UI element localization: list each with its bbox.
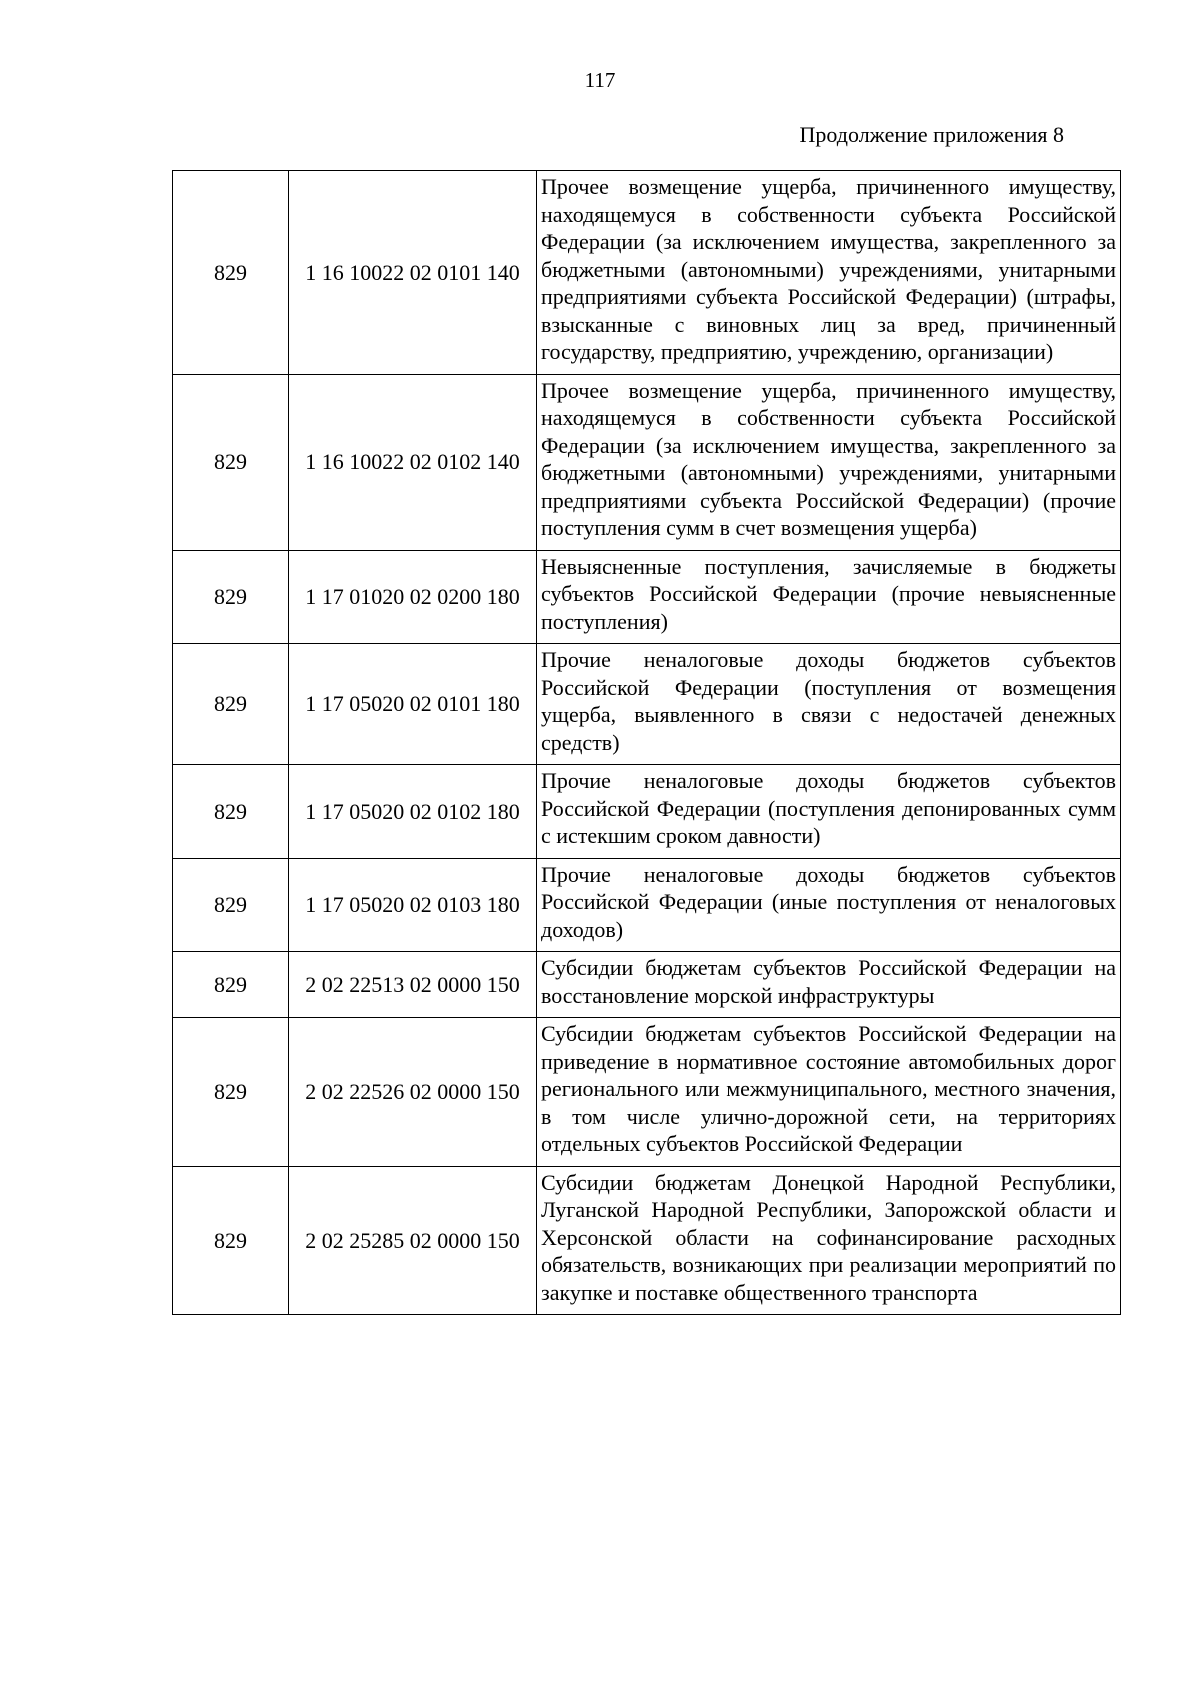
income-name-cell: Субсидии бюджетам субъектов Российской Федерации на приведение в нормативное состояние автомобильных дорог регионального или межмуниципального, местного значения, в том числе улично-дорожной сети, на территориях отдельных субъектов Российской Федерации: [537, 1018, 1121, 1167]
budget-classification-table: [172, 170, 1121, 1315]
table-row: [173, 374, 1121, 550]
table-row: [173, 171, 1121, 375]
budget-code-cell: 2 02 22513 02 0000 150: [289, 952, 537, 1018]
budget-code-cell: 1 16 10022 02 0101 140: [289, 171, 537, 375]
admin-code-cell: 829: [173, 858, 289, 952]
table-row: [173, 858, 1121, 952]
income-name-cell: Прочие неналоговые доходы бюджетов субъектов Российской Федерации (поступления депонированных сумм с истекшим сроком давности): [537, 765, 1121, 859]
admin-code-cell: 829: [173, 374, 289, 550]
admin-code-cell: 829: [173, 644, 289, 765]
budget-code-cell: 1 17 05020 02 0102 180: [289, 765, 537, 859]
admin-code-cell: 829: [173, 550, 289, 644]
admin-code-cell: 829: [173, 765, 289, 859]
budget-code-cell: 2 02 25285 02 0000 150: [289, 1166, 537, 1315]
income-name-cell: Субсидии бюджетам субъектов Российской Федерации на восстановление морской инфраструктуры: [537, 952, 1121, 1018]
admin-code-cell: 829: [173, 1166, 289, 1315]
page-number: 117: [584, 68, 616, 92]
budget-code-cell: 2 02 22526 02 0000 150: [289, 1018, 537, 1167]
table-row: [173, 1018, 1121, 1167]
table-row: [173, 550, 1121, 644]
income-name-cell: Субсидии бюджетам Донецкой Народной Республики, Луганской Народной Республики, Запорожской области и Херсонской области на софинансирование расходных обязательств, возникающих при реализации мероприятий по закупке и поставке общественного транспорта: [537, 1166, 1121, 1315]
budget-code-cell: 1 17 01020 02 0200 180: [289, 550, 537, 644]
admin-code-cell: 829: [173, 1018, 289, 1167]
admin-code-cell: 829: [173, 952, 289, 1018]
income-name-cell: Прочее возмещение ущерба, причиненного имуществу, находящемуся в собственности субъекта Российской Федерации (за исключением имущества, закрепленного за бюджетными (автономными) учреждениями, унитарными предприятиями субъекта Российской Федерации) (прочие поступления сумм в счет возмещения ущерба): [537, 374, 1121, 550]
admin-code-cell: 829: [173, 171, 289, 375]
budget-code-cell: 1 16 10022 02 0102 140: [289, 374, 537, 550]
income-name-cell: Невыясненные поступления, зачисляемые в бюджеты субъектов Российской Федерации (прочие невыясненные поступления): [537, 550, 1121, 644]
income-name-cell: Прочие неналоговые доходы бюджетов субъектов Российской Федерации (иные поступления от неналоговых доходов): [537, 858, 1121, 952]
appendix-continuation-label: Продолжение приложения 8: [799, 122, 1064, 147]
table-row: [173, 644, 1121, 765]
income-name-cell: Прочее возмещение ущерба, причиненного имуществу, находящемуся в собственности субъекта Российской Федерации (за исключением имущества, закрепленного за бюджетными (автономными) учреждениями, унитарными предприятиями субъекта Российской Федерации) (штрафы, взысканные с виновных лиц за вред, причиненный государству, предприятию, учреждению, организации): [537, 171, 1121, 375]
table-row: [173, 1166, 1121, 1315]
budget-code-cell: 1 17 05020 02 0103 180: [289, 858, 537, 952]
income-name-cell: Прочие неналоговые доходы бюджетов субъектов Российской Федерации (поступления от возмещения ущерба, выявленного в связи с недостачей денежных средств): [537, 644, 1121, 765]
table-row: [173, 765, 1121, 859]
table-row: [173, 952, 1121, 1018]
budget-code-cell: 1 17 05020 02 0101 180: [289, 644, 537, 765]
